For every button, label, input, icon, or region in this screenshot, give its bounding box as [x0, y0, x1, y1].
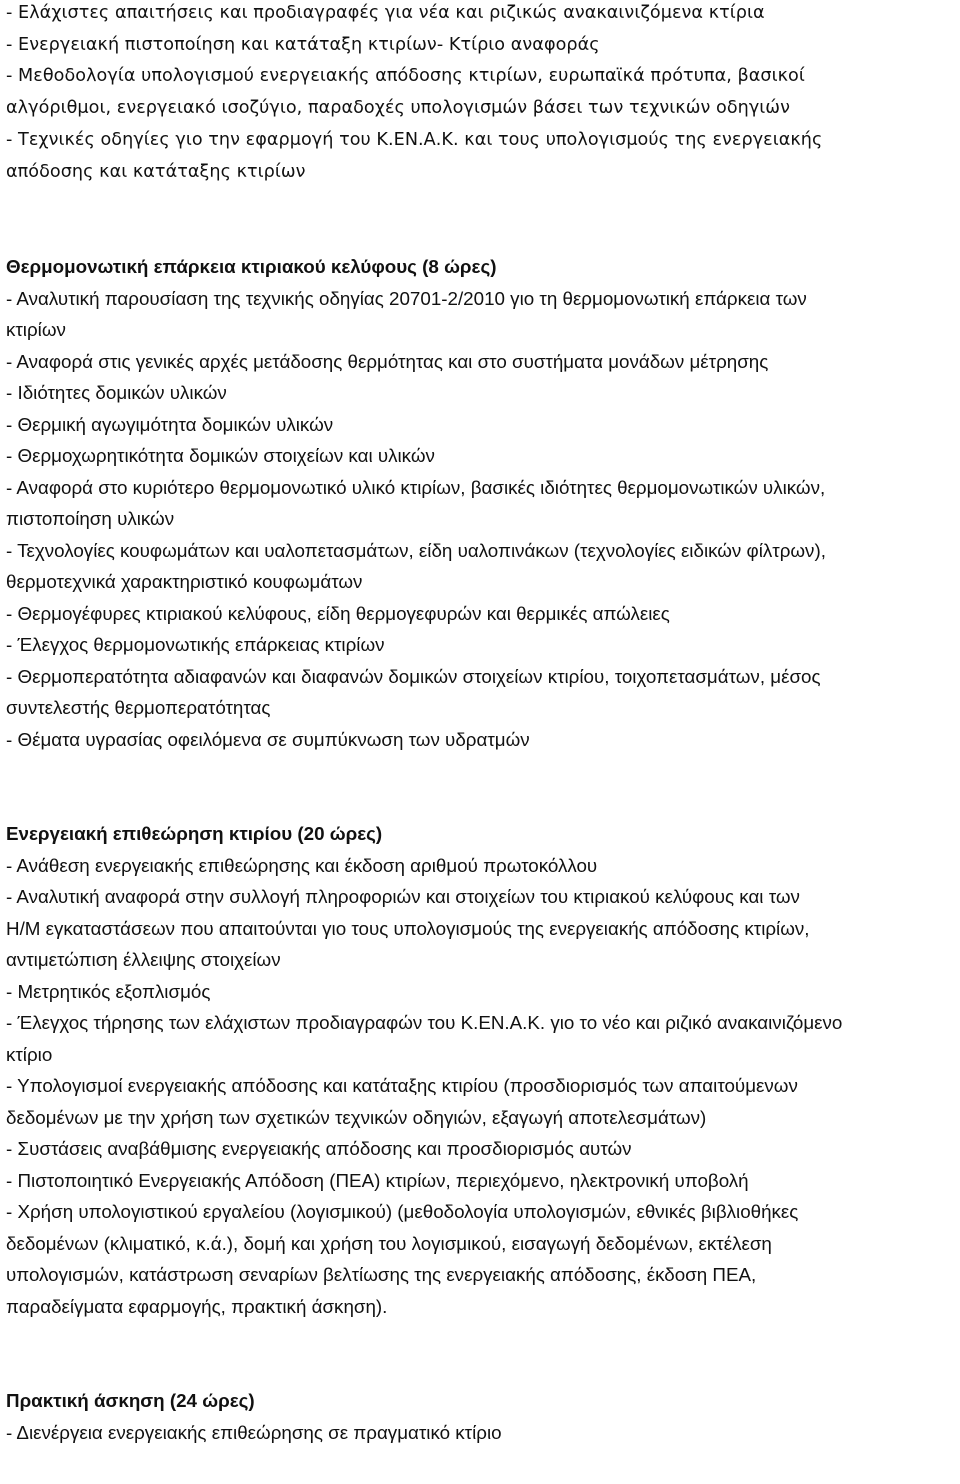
intro-line: - Ενεργειακή πιστοποίηση και κατάταξη κτιρίων- Κτίριο αναφοράς [6, 34, 600, 55]
section-line: - Μετρητικός εξοπλισμός [6, 980, 211, 1002]
section-line: πιστοποίηση υλικών [6, 508, 175, 530]
section-line: - Θερμοπερατότητα αδιαφανών και διαφανών δομικών στοιχείων κτιρίου, τοιχοπετασμάτων, μέσος [6, 665, 821, 687]
section-line: Η/Μ εγκαταστάσεων που απαιτούνται γιο τους υπολογισμούς της ενεργειακής απόδοσης κτιρίων, [6, 917, 810, 939]
section-line: - Έλεγχος τήρησης των ελάχιστων προδιαγραφών του Κ.ΕΝ.Α.Κ. γιο το νέο και ριζικό ανακαινιζόμενο [6, 1012, 843, 1034]
intro-line: απόδοσης και κατάταξης κτιρίων [6, 161, 306, 182]
section-line: κτιρίων [6, 319, 66, 341]
section-line: δεδομένων (κλιματικό, κ.ά.), δομή και χρήση του λογισμικού, εισαγωγή δεδομένων, εκτέλεση [6, 1232, 772, 1254]
section-line: - Θερμική αγωγιμότητα δομικών υλικών [6, 413, 334, 435]
intro-list [6, 0, 956, 188]
section-line: κτίριο [6, 1043, 53, 1065]
section-line: παραδείγματα εφαρμογής, πρακτική άσκηση). [6, 1295, 388, 1317]
section-line: - Διενέργεια ενεργειακής επιθεώρησης σε πραγματικό κτίριο [6, 1421, 502, 1443]
section-line: - Θέματα υγρασίας οφειλόμενα σε συμπύκνωση των υδρατμών [6, 728, 530, 750]
section-line: - Πιστοποιητικό Ενεργειακής Απόδοση (ΠΕΑ) κτιρίων, περιεχόμενο, ηλεκτρονική υποβολή [6, 1169, 749, 1191]
section-line: θερμοτεχνικά χαρακτηριστικό κουφωμάτων [6, 571, 363, 593]
section-thermal-insulation [6, 251, 956, 755]
section-heading: Ενεργειακή επιθεώρηση κτιρίου (20 ώρες) [6, 823, 383, 845]
section-line: συντελεστής θερμοπερατότητας [6, 697, 271, 719]
section-line: - Θερμογέφυρες κτιριακού κελύφους, είδη θερμογεφυρών και θερμικές απώλειες [6, 602, 670, 624]
intro-line: - Μεθοδολογία υπολογισμού ενεργειακής απόδοσης κτιρίων, ευρωπαϊκά πρότυπα, βασικοί [6, 66, 805, 87]
section-heading: Θερμομονωτική επάρκεια κτιριακού κελύφους (8 ώρες) [6, 256, 497, 278]
intro-line: - Τεχνικές οδηγίες γιο την εφαρμογή του Κ.ΕΝ.Α.Κ. και τους υπολογισμούς της ενεργειακής [6, 129, 823, 150]
section-heading: Πρακτική άσκηση (24 ώρες) [6, 1390, 255, 1412]
section-line: - Ανάθεση ενεργειακής επιθεώρησης και έκδοση αριθμού πρωτοκόλλου [6, 854, 598, 876]
section-line: - Αναλυτική παρουσίαση της τεχνικής οδηγίας 20701-2/2010 γιο τη θερμομονωτική επάρκεια των [6, 287, 807, 309]
section-line: - Ιδιότητες δομικών υλικών [6, 382, 227, 404]
section-line: - Θερμοχωρητικότητα δομικών στοιχείων και υλικών [6, 445, 435, 467]
intro-line: - Ελάχιστες απαιτήσεις και προδιαγραφές για νέα και ριζικώς ανακαινιζόμενα κτίρια [6, 3, 765, 23]
section-line: - Χρήση υπολογιστικού εργαλείου (λογισμικού) (μεθοδολογία υπολογισμών, εθνικές βιβλιοθήκες [6, 1201, 799, 1223]
section-line: - Υπολογισμοί ενεργειακής απόδοσης και κατάταξης κτιρίου (προσδιορισμός των απαιτούμενων [6, 1075, 798, 1097]
section-practical-exercise [6, 1385, 956, 1448]
section-line: - Έλεγχος θερμομονωτικής επάρκειας κτιρίων [6, 634, 385, 656]
document-page [6, 0, 956, 1448]
section-line: - Αναλυτική αναφορά στην συλλογή πληροφοριών και στοιχείων του κτιριακού κελύφους και των [6, 886, 800, 908]
intro-line: αλγόριθμοι, ενεργειακό ισοζύγιο, παραδοχές υπολογισμών βάσει των τεχνικών οδηγιών [6, 98, 790, 119]
section-line: υπολογισμών, κατάστρωση σεναρίων βελτίωσης της ενεργειακής απόδοσης, έκδοση ΠΕΑ, [6, 1264, 757, 1286]
section-line: - Τεχνολογίες κουφωμάτων και υαλοπετασμάτων, είδη υαλοπινάκων (τεχνολογίες ειδικών φίλτρων), [6, 539, 826, 561]
section-line: - Αναφορά στο κυριότερο θερμομονωτικό υλικό κτιρίων, βασικές ιδιότητες θερμομονωτικών υλικών, [6, 476, 826, 498]
section-line: δεδομένων με την χρήση των σχετικών τεχνικών οδηγιών, εξαγωγή αποτελεσμάτων) [6, 1106, 707, 1128]
section-line: - Αναφορά στις γενικές αρχές μετάδοσης θερμότητας και στο συστήματα μονάδων μέτρησης [6, 350, 769, 372]
section-energy-inspection [6, 818, 956, 1322]
section-line: αντιμετώπιση έλλειψης στοιχείων [6, 949, 281, 971]
section-line: - Συστάσεις αναβάθμισης ενεργειακής απόδοσης και προσδιορισμός αυτών [6, 1138, 632, 1160]
